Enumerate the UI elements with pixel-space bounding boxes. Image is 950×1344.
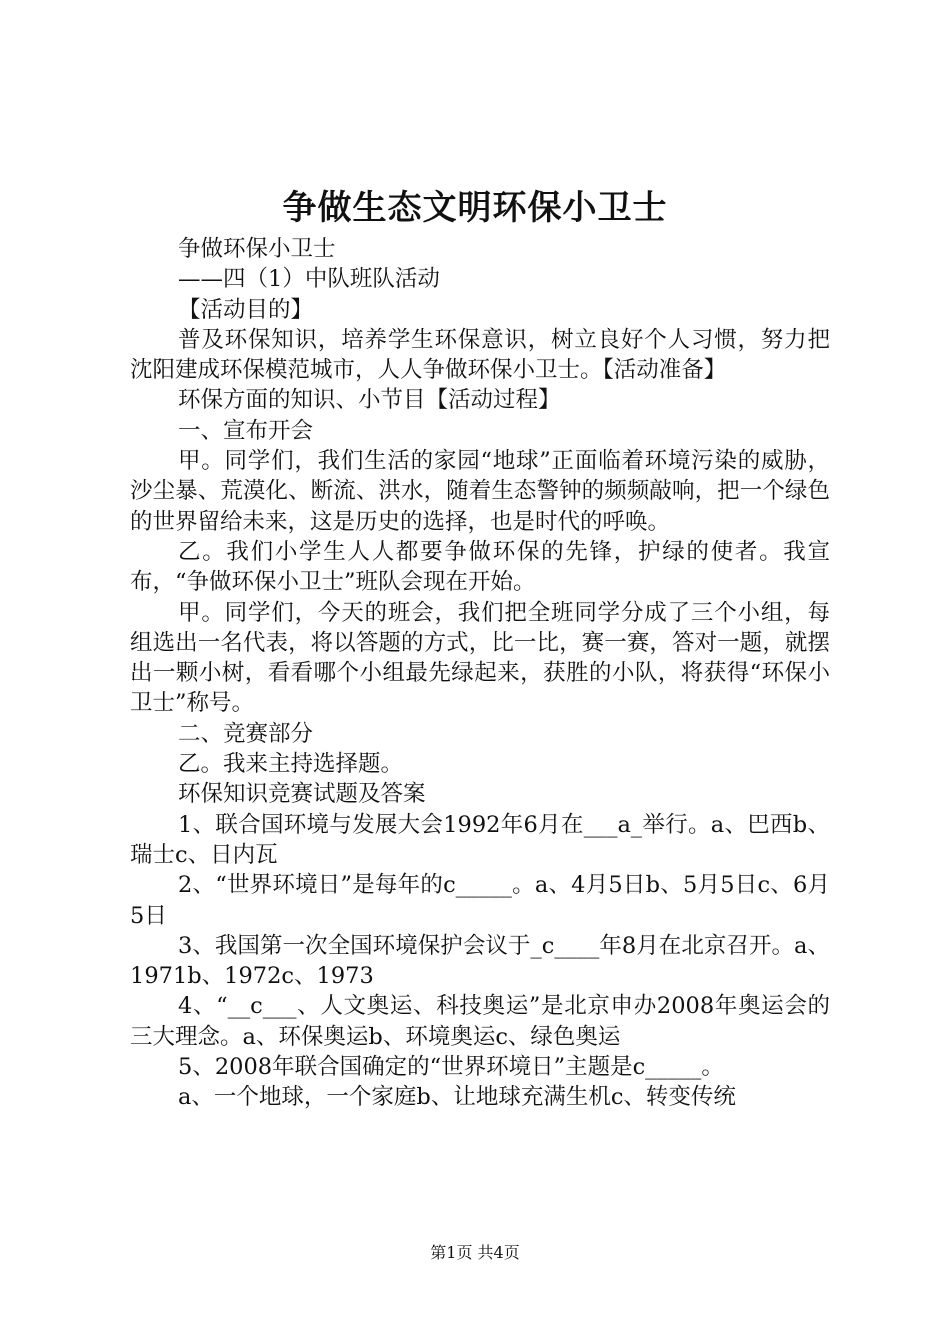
paragraph-section-one: 一、宣布开会	[178, 417, 314, 444]
document-title: 争做生态文明环保小卫士	[282, 188, 668, 228]
paragraph-speaker-a-1: 甲。同学们，我们生活的家园“地球”正面临着环境污染的威胁，沙尘暴、荒漠化、断流、洪水，随着生态警钟的频频敲响，把一个绿色的世界留给未来，这是历史的选择，也是时代的呼唤。	[130, 448, 830, 535]
paragraph-question-5: 5、2008年联合国确定的“世界环境日”主题是c_____。	[178, 1054, 724, 1081]
paragraph-question-3: 3、我国第一次全国环境保护会议于_c____年8月在北京召开。a、1971b、1972c、1973	[130, 932, 830, 990]
paragraph-purpose: 普及环保知识，培养学生环保意识，树立良好个人习惯，努力把沈阳建成环保模范城市，人人争做环保小卫士。【活动准备】	[130, 326, 830, 384]
document-body	[130, 234, 830, 1113]
paragraph-question-1: 1、联合国环境与发展大会1992年6月在___a_举行。a、巴西b、瑞士c、日内瓦	[130, 811, 830, 868]
paragraph-question-5-options: a、一个地球，一个家庭b、让地球充满生机c、转变传统	[178, 1084, 736, 1111]
paragraph-speaker-b-1: 乙。我们小学生人人都要争做环保的先锋，护绿的使者。我宣布，“争做环保小卫士”班队会现在开始。	[130, 538, 830, 596]
paragraph-purpose-heading: 【活动目的】	[178, 296, 314, 323]
paragraph-question-2: 2、“世界环境日”是每年的c_____。a、4月5日b、5月5日c、6月5日	[130, 872, 830, 929]
paragraph-preparation: 环保方面的知识、小节目【活动过程】	[178, 387, 561, 414]
paragraph-class-activity: ——四（1）中队班队活动	[178, 266, 440, 293]
paragraph-section-two: 二、竞赛部分	[178, 720, 314, 747]
page-number-footer: 第1页 共4页	[430, 1243, 520, 1262]
paragraph-speaker-a-2: 甲。同学们，今天的班会，我们把全班同学分成了三个小组，每组选出一名代表，将以答题的方式，比一比，赛一赛，答对一题，就摆出一颗小树，看看哪个小组最先绿起来，获胜的小队，将获得“环保小卫士”称号。	[130, 599, 830, 717]
paragraph-question-4: 4、“__c___、人文奥运、科技奥运”是北京申办2008年奥运会的三大理念。a、环保奥运b、环境奥运c、绿色奥运	[130, 993, 830, 1050]
paragraph-speaker-b-2: 乙。我来主持选择题。	[178, 751, 404, 778]
paragraph-subtitle: 争做环保小卫士	[178, 236, 336, 262]
paragraph-quiz-heading: 环保知识竞赛试题及答案	[178, 781, 426, 808]
